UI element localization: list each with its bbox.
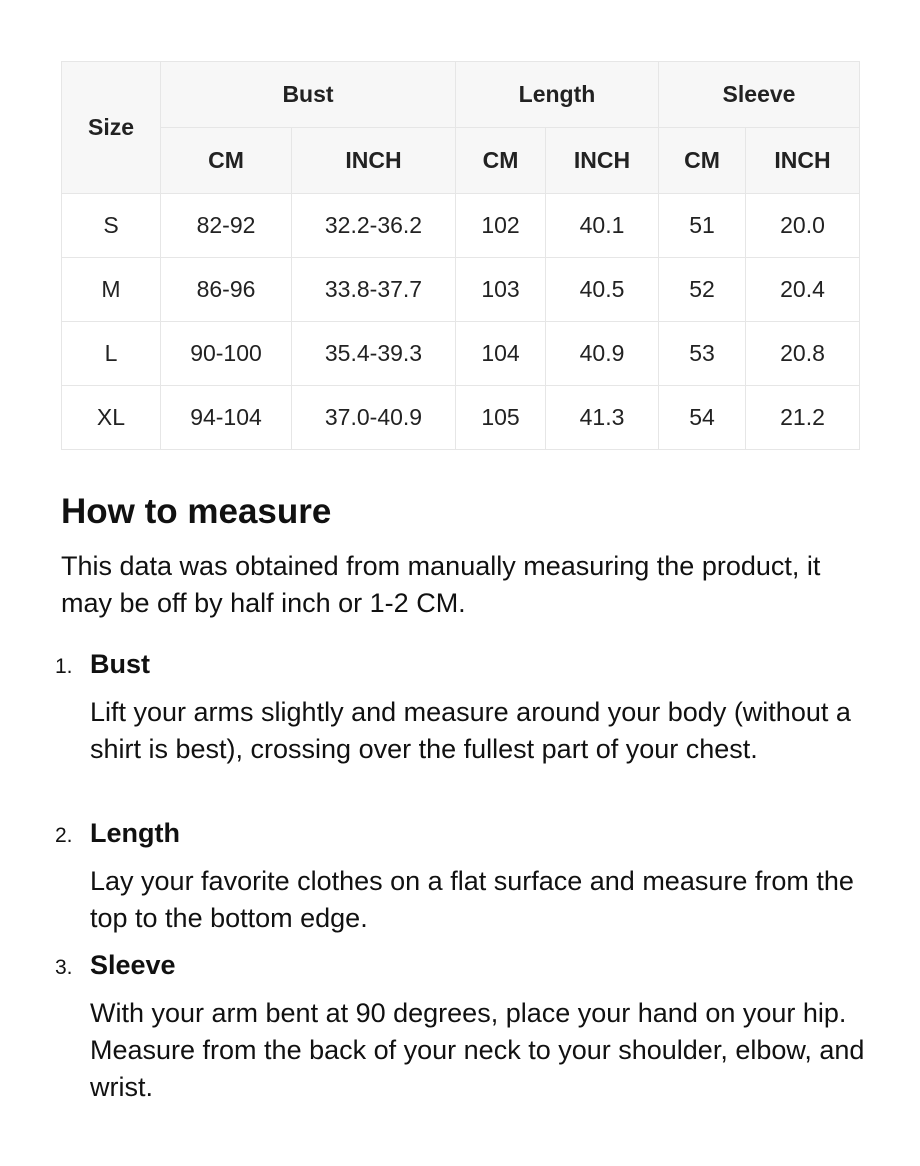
table-cell: 51 — [659, 194, 746, 258]
header-unit: CM — [659, 128, 746, 194]
table-cell: 32.2-36.2 — [292, 194, 456, 258]
table-cell: M — [62, 258, 161, 322]
table-cell: L — [62, 322, 161, 386]
table-row — [62, 194, 860, 258]
header-unit: INCH — [746, 128, 860, 194]
header-group-bust: Bust — [161, 62, 456, 128]
table-cell: 21.2 — [746, 386, 860, 450]
table-body — [62, 194, 860, 450]
table-cell: 40.1 — [546, 194, 659, 258]
step-title: Length — [90, 818, 180, 848]
header-unit: INCH — [292, 128, 456, 194]
table-cell: 102 — [456, 194, 546, 258]
table-cell: 33.8-37.7 — [292, 258, 456, 322]
table-cell: 40.9 — [546, 322, 659, 386]
step-number: 2. — [55, 824, 73, 847]
table-cell: 35.4-39.3 — [292, 322, 456, 386]
table-cell: 53 — [659, 322, 746, 386]
step-title: Bust — [90, 649, 150, 679]
table-cell: 41.3 — [546, 386, 659, 450]
table-cell: 20.8 — [746, 322, 860, 386]
table-cell: 52 — [659, 258, 746, 322]
step-title: Sleeve — [90, 950, 176, 980]
table-cell: 20.0 — [746, 194, 860, 258]
table-row — [62, 258, 860, 322]
how-to-measure-intro: This data was obtained from manually measuring the product, it may be off by half inch or 1-2 CM. — [61, 551, 821, 618]
table-cell: 94-104 — [161, 386, 292, 450]
header-unit: CM — [456, 128, 546, 194]
table-cell: 37.0-40.9 — [292, 386, 456, 450]
step-number: 3. — [55, 956, 73, 979]
table-cell: 20.4 — [746, 258, 860, 322]
table-cell: 105 — [456, 386, 546, 450]
table-cell: XL — [62, 386, 161, 450]
step-description: Lift your arms slightly and measure around your body (without a shirt is best), crossing over the fullest part of your chest. — [90, 697, 851, 764]
header-unit: INCH — [546, 128, 659, 194]
table-row — [62, 386, 860, 450]
header-group-sleeve: Sleeve — [659, 62, 860, 128]
table-cell: 90-100 — [161, 322, 292, 386]
step-description: With your arm bent at 90 degrees, place your hand on your hip. Measure from the back of your neck to your shoulder, elbow, and wrist. — [90, 998, 865, 1102]
table-cell: 82-92 — [161, 194, 292, 258]
table-cell: 103 — [456, 258, 546, 322]
table-cell: 54 — [659, 386, 746, 450]
table-header — [62, 62, 860, 194]
table-cell: S — [62, 194, 161, 258]
step-description: Lay your favorite clothes on a flat surface and measure from the top to the bottom edge. — [90, 866, 854, 933]
size-chart-table — [61, 61, 860, 450]
step-number: 1. — [55, 655, 73, 678]
table-cell: 40.5 — [546, 258, 659, 322]
header-unit: CM — [161, 128, 292, 194]
table-cell: 86-96 — [161, 258, 292, 322]
table-cell: 104 — [456, 322, 546, 386]
how-to-measure-title: How to measure — [61, 492, 332, 531]
header-size: Size — [62, 62, 161, 194]
header-group-length: Length — [456, 62, 659, 128]
table-row — [62, 322, 860, 386]
